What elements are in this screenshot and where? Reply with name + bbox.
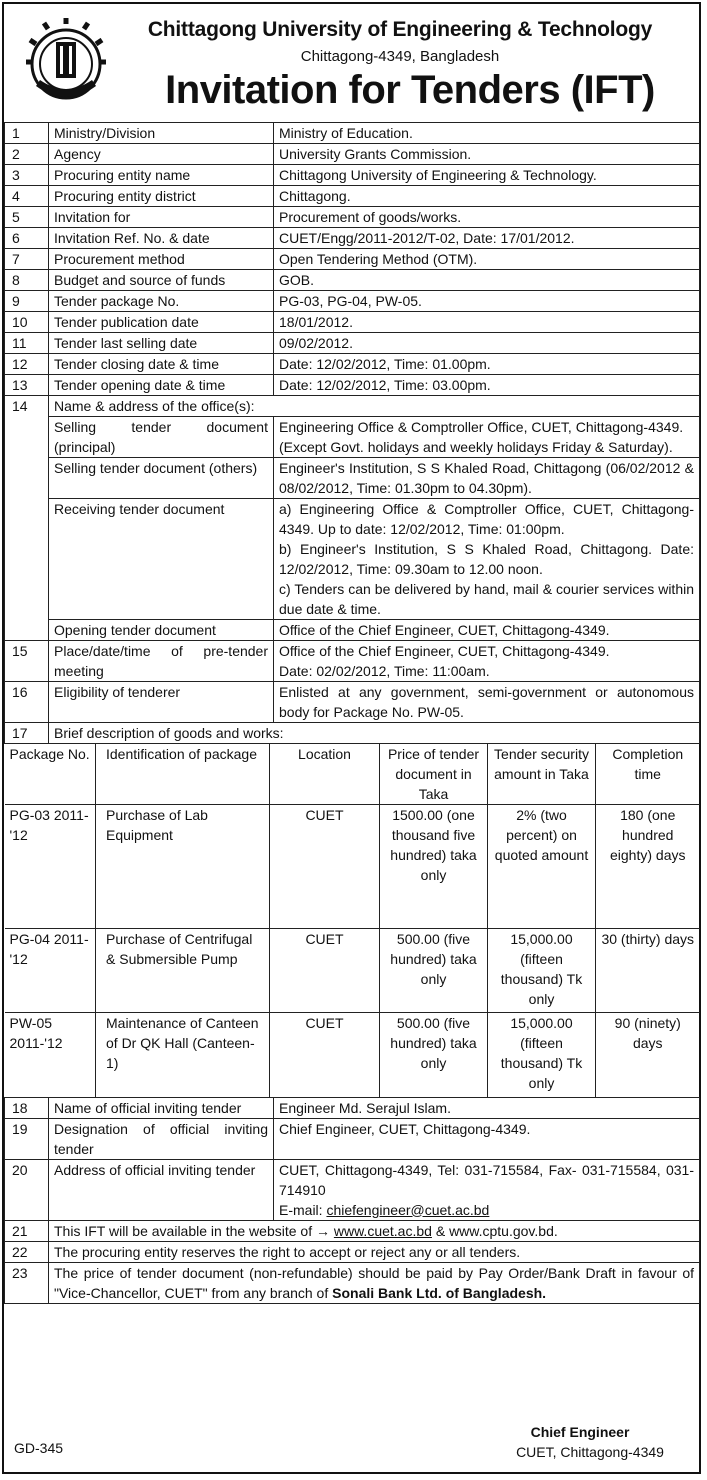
row-label: Brief description of goods and works: [49,723,700,744]
table-row [5,396,700,417]
column-header: Completion time [596,744,700,805]
row-spacer [5,417,49,458]
row-value: Engineer Md. Serajul Islam. [274,1097,700,1118]
row-label: Name & address of the office(s): [49,396,700,417]
gd-code: GD-345 [14,1440,64,1456]
value-line: Engineering Office & Comptroller Office, CUET, Chittagong-4349. [279,419,684,435]
package-security: 15,000.00 (fifteen thousand) Tk only [488,1013,596,1097]
header [0,0,703,120]
row-spacer [5,458,49,499]
row-spacer [5,499,49,620]
package-no: PG-04 2011-'12 [5,929,96,1013]
row-number: 15 [5,641,49,682]
row-label: Tender last selling date [49,333,274,354]
table-row [5,144,700,165]
row-number: 16 [5,682,49,723]
table-row [5,165,700,186]
row-number: 11 [5,333,49,354]
row-value: Open Tendering Method (OTM). [274,249,700,270]
cuet-website-link[interactable]: www.cuet.ac.bd [333,1222,432,1239]
table-row [5,375,700,396]
row-label: Eligibility of tenderer [49,682,274,723]
email-prefix: E-mail: [279,1201,327,1218]
signatory-title: Chief Engineer [530,1424,630,1440]
table-row [5,312,700,333]
table-row [5,682,700,723]
table-row [5,354,700,375]
row-value: Chittagong. [274,186,700,207]
sub-value [274,499,700,620]
table-row [5,641,700,682]
university-address: Chittagong-4349, Bangladesh [300,48,500,65]
cptu-website-link[interactable]: www.cptu.gov.bd. [449,1222,558,1239]
signatory-place: CUET, Chittagong-4349 [516,1444,664,1460]
package-no: PW-05 2011-'12 [5,1013,96,1097]
bank-name: Sonali Bank Ltd. of Bangladesh. [332,1284,547,1301]
row-label: Agency [49,144,274,165]
package-completion: 90 (ninety) days [596,1013,700,1097]
row-number: 23 [5,1262,49,1303]
package-identification: Purchase of Centrifugal & Submersible Pump [96,929,270,1013]
package-identification: Purchase of Lab Equipment [96,805,270,929]
package-price: 500.00 (five hundred) taka only [380,1013,488,1097]
row-number: 22 [5,1241,49,1262]
row-value: Ministry of Education. [274,123,700,144]
row-label: Tender package No. [49,291,274,312]
university-name: Chittagong University of Engineering & Technology [147,18,653,41]
package-security: 2% (two percent) on quoted amount [488,805,596,929]
row-number: 18 [5,1097,49,1118]
table-row [5,1118,700,1159]
table-row [5,249,700,270]
row-value [274,641,700,682]
table-row [5,1241,700,1262]
row-value: CUET/Engg/2011-2012/T-02, Date: 17/01/2012. [274,228,700,249]
row-value [274,1159,700,1220]
packages-cell [5,744,700,1098]
table-row [5,207,700,228]
row-label: Address of official inviting tender [49,1159,274,1220]
row-number: 7 [5,249,49,270]
row-spacer [5,620,49,641]
row-value: 18/01/2012. [274,312,700,333]
package-row [5,805,700,929]
row-value: PG-03, PG-04, PW-05. [274,291,700,312]
row-label: Name of official inviting tender [49,1097,274,1118]
column-header: Location [270,744,380,805]
column-header: Package No. [5,744,96,805]
table-row [5,499,700,620]
row-number: 6 [5,228,49,249]
row-number: 17 [5,723,49,744]
package-no: PG-03 2011-'12 [5,805,96,929]
row-number: 5 [5,207,49,228]
row-label: Tender closing date & time [49,354,274,375]
column-header: Identification of package [96,744,270,805]
package-price: 1500.00 (one thousand five hundred) taka only [380,805,488,929]
table-row [5,458,700,499]
table-row [5,228,700,249]
value-line: Office of the Chief Engineer, CUET, Chittagong-4349. [279,643,610,659]
sub-value [274,417,700,458]
package-security: 15,000.00 (fifteen thousand) Tk only [488,929,596,1013]
row-number: 14 [5,396,49,417]
table-row [5,1220,700,1241]
table-row [5,417,700,458]
row-label: Procuring entity district [49,186,274,207]
row-label: Budget and source of funds [49,270,274,291]
column-header: Price of tender document in Taka [380,744,488,805]
row-value: Date: 12/02/2012, Time: 01.00pm. [274,354,700,375]
row-label: Place/date/time of pre-tender meeting [49,641,274,682]
row-value: 09/02/2012. [274,333,700,354]
row-number: 9 [5,291,49,312]
row-number: 19 [5,1118,49,1159]
row-number: 21 [5,1220,49,1241]
website-separator: & [431,1222,450,1239]
table-row [5,723,700,744]
package-row [5,1013,700,1097]
sub-label: Selling tender document (principal) [49,417,274,458]
value-line: a) Engineering Office & Comptroller Office, CUET, Chittagong-4349. Up to date: 12/02/2012, Time: 01:00pm. [279,501,694,537]
value-line: c) Tenders can be delivered by hand, mail & courier services within due date & time. [279,581,694,617]
value-line: Date: 02/02/2012, Time: 11:00am. [279,663,490,679]
table-row [5,291,700,312]
row-label: Tender publication date [49,312,274,333]
logo-text: CUET [56,81,76,88]
table-row [5,620,700,641]
sub-label: Selling tender document (others) [49,458,274,499]
row-text [49,1220,700,1241]
package-location: CUET [270,1013,380,1097]
row-text [49,1262,700,1303]
row-value: Date: 12/02/2012, Time: 03.00pm. [274,375,700,396]
university-logo-icon [26,16,106,116]
row-label: Procuring entity name [49,165,274,186]
sub-value: Engineer's Institution, S S Khaled Road, Chittagong (06/02/2012 & 08/02/2012, Time: 01.30pm to 04.30pm). [274,458,700,499]
package-location: CUET [270,929,380,1013]
row-label: Procurement method [49,249,274,270]
row-label: Invitation Ref. No. & date [49,228,274,249]
row-number: 8 [5,270,49,291]
email-link[interactable]: chiefengineer@cuet.ac.bd [326,1201,490,1218]
address-line: CUET, Chittagong-4349, Tel: 031-715584, Fax- 031-715584, 031-714910 [279,1161,694,1198]
row-value: Chittagong University of Engineering & Technology. [274,165,700,186]
row-label: Tender opening date & time [49,375,274,396]
row-label: Invitation for [49,207,274,228]
row-number: 4 [5,186,49,207]
value-line: b) Engineer's Institution, S S Khaled Road, Chittagong. Date: 12/02/2012, Time: 09.30am to 12.00 noon. [279,541,694,577]
column-header: Tender security amount in Taka [488,744,596,805]
ift-table [4,122,700,1304]
row-value: GOB. [274,270,700,291]
table-row [5,1159,700,1220]
table-row [5,186,700,207]
payment-text: The price of tender document (non-refundable) should be paid by Pay Order/Bank Draft in favour of "Vice-Chancellor, CUET" from any branch of [54,1264,694,1301]
row-value: Enlisted at any government, semi-government or autonomous body for Package No. PW-05. [274,682,700,723]
sub-value: Office of the Chief Engineer, CUET, Chittagong-4349. [274,620,700,641]
table-row [5,1262,700,1303]
row-value: Chief Engineer, CUET, Chittagong-4349. [274,1118,700,1159]
row-number: 10 [5,312,49,333]
row-value: Procurement of goods/works. [274,207,700,228]
row-text: The procuring entity reserves the right to accept or reject any or all tenders. [49,1241,700,1262]
package-row [5,929,700,1013]
table-row [5,1097,700,1118]
sub-label: Receiving tender document [49,499,274,620]
package-completion: 30 (thirty) days [596,929,700,1013]
website-prefix: This IFT will be available in the website of → [54,1222,334,1239]
package-completion: 180 (one hundred eighty) days [596,805,700,929]
row-number: 3 [5,165,49,186]
table-row [5,123,700,144]
packages-header-row [5,744,700,805]
row-number: 1 [5,123,49,144]
package-identification: Maintenance of Canteen of Dr QK Hall (Canteen-1) [96,1013,270,1097]
row-number: 13 [5,375,49,396]
email-line [279,1200,694,1220]
packages-row [5,744,700,1098]
row-label: Ministry/Division [49,123,274,144]
package-location: CUET [270,805,380,929]
sub-label: Opening tender document [49,620,274,641]
row-value: University Grants Commission. [274,144,700,165]
packages-table [5,744,700,1097]
row-number: 2 [5,144,49,165]
value-line: (Except Govt. holidays and weekly holidays Friday & Saturday). [279,439,673,455]
package-price: 500.00 (five hundred) taka only [380,929,488,1013]
row-number: 20 [5,1159,49,1220]
table-row [5,270,700,291]
row-number: 12 [5,354,49,375]
row-label: Designation of official inviting tender [49,1118,274,1159]
table-row [5,333,700,354]
page-title: Invitation for Tenders (IFT) [165,68,655,112]
